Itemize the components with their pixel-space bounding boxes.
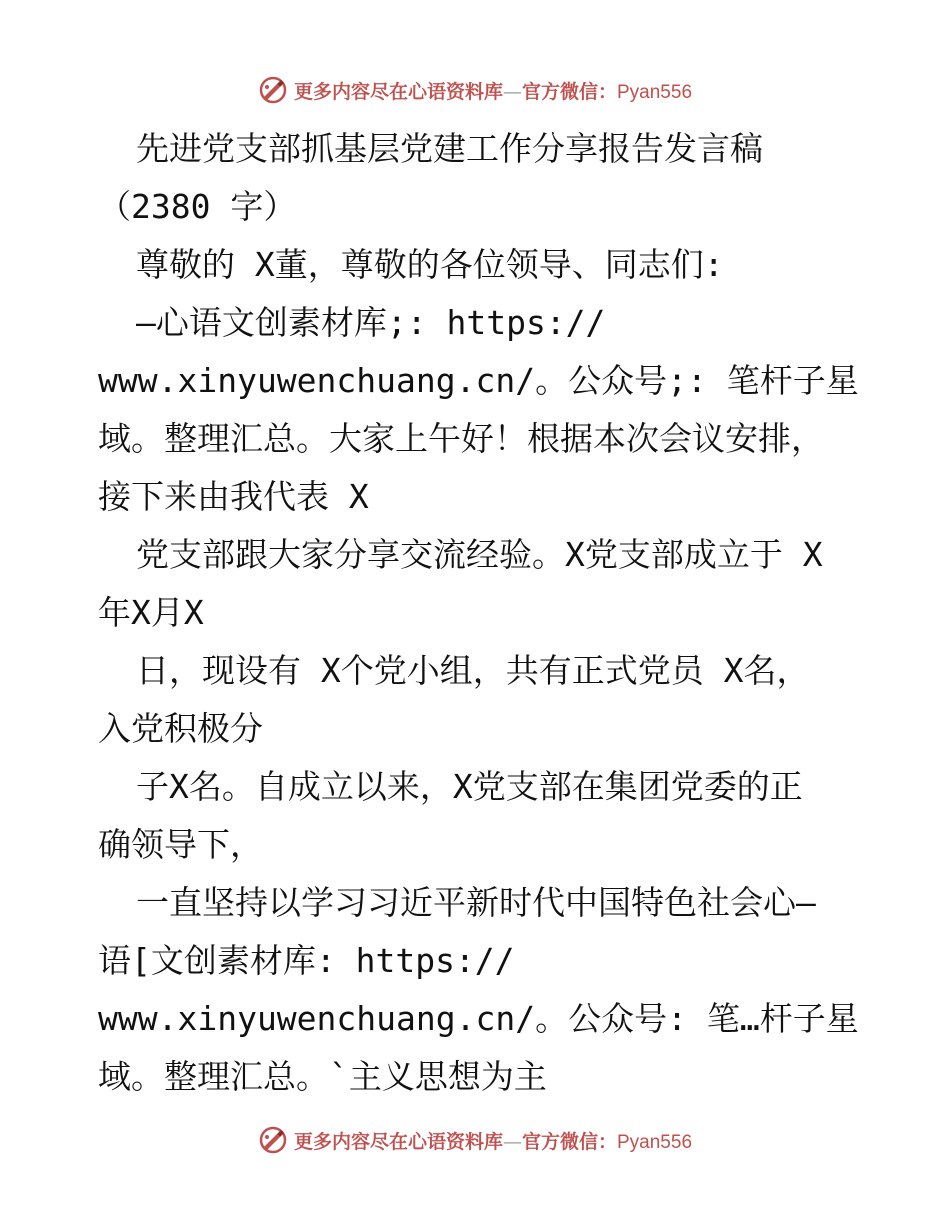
pen-logo-icon xyxy=(258,1125,288,1155)
document-line: 接下来由我代表 X xyxy=(98,477,369,516)
header-banner xyxy=(0,70,950,110)
document-line: 确领导下， xyxy=(98,825,263,864)
footer-banner-text xyxy=(294,1127,692,1154)
footer-banner xyxy=(0,1120,950,1160)
banner-main-text: 更多内容尽在心语资料库 xyxy=(293,1130,503,1153)
document-line: 日，现设有 X个党小组，共有正式党员 X名， xyxy=(136,651,810,690)
document-line: 域。整理汇总。大家上午好！根据本次会议安排， xyxy=(98,419,824,458)
document-line: 年X月X xyxy=(98,593,204,632)
banner-wechat-label: 官方微信： xyxy=(521,1130,617,1153)
document-body xyxy=(98,120,858,1106)
banner-wechat-id: Pyan556 xyxy=(617,1131,693,1153)
document-line: 先进党支部抓基层党建工作分享报告发言稿 xyxy=(136,129,763,168)
document-line: （2380 字） xyxy=(98,187,297,226)
banner-main-text: 更多内容尽在心语资料库 xyxy=(293,80,503,103)
document-line: —心语文创素材库;: https:// xyxy=(136,303,606,342)
document-line: 党支部跟大家分享交流经验。X党支部成立于 X xyxy=(136,535,823,574)
document-line: 域。整理汇总。`主义思想为主 xyxy=(98,1057,547,1096)
document-line: 语[文创素材库: https:// xyxy=(98,941,515,980)
banner-separator: — xyxy=(502,80,522,103)
banner-wechat-id: Pyan556 xyxy=(617,81,693,103)
banner-wechat-label: 官方微信： xyxy=(521,80,617,103)
header-banner-text xyxy=(294,77,692,104)
document-line: 一直坚持以学习习近平新时代中国特色社会心— xyxy=(136,883,816,922)
document-line: 尊敬的 X董，尊敬的各位领导、同志们: xyxy=(136,245,724,284)
pen-logo-icon xyxy=(258,75,288,105)
banner-separator: — xyxy=(502,1130,522,1153)
document-line: www.xinyuwenchuang.cn/。公众号;: 笔杆子星 xyxy=(98,361,859,400)
document-line: www.xinyuwenchuang.cn/。公众号: 笔…杆子星 xyxy=(98,999,859,1038)
document-line: 子X名。自成立以来，X党支部在集团党委的正 xyxy=(136,767,803,806)
footer-banner-inner xyxy=(258,1125,692,1155)
document-line: 入党积极分 xyxy=(98,709,263,748)
header-banner-inner xyxy=(258,75,692,105)
